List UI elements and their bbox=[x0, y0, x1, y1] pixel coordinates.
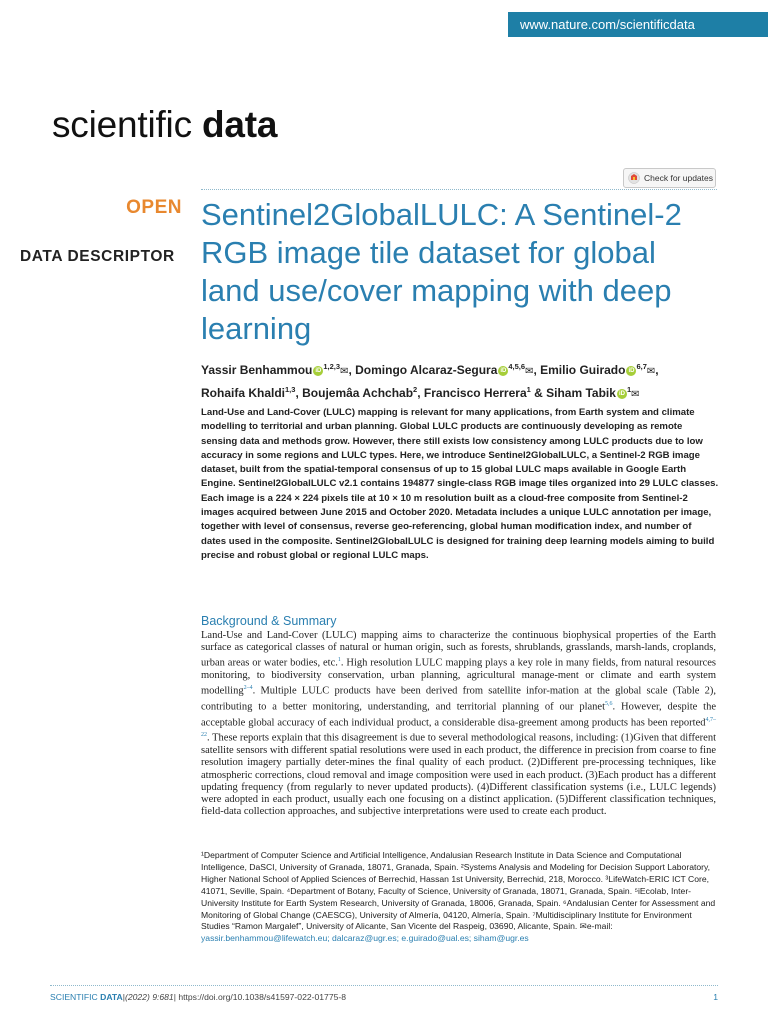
citation-ref[interactable]: 2–4 bbox=[243, 685, 253, 692]
footer-journal-light: SCIENTIFIC bbox=[50, 992, 101, 1002]
affiliations-text: ¹Department of Computer Science and Artificial Intelligence, Andalusian Research Institute in Data Science and Computational Intelligence, DaSCI, University of Granada, 18071, Granada, Spain. ²Systems Analysis and Modeling for Decision Support Laboratory, Higher National School of Applied Sciences of Berrechid, Hassan 1st University, Berrechid, 218, Morocco. ³LifeWatch-ERIC ICT Core, 41071, Seville, Spain. ⁴Department of Botany, Faculty of Science, University of Granada, 18071, Granada, Spain. ⁵iEcolab, Inter-University Institute for Earth System Research, University of Granada, 18006, Granada, Spain. ⁶Andalusian Center for Assessment and Monitoring of Global Change (CAESCG), University of Almería, 04120, Almería, Spain. ⁷Multidisciplinary Institute for Environment Studies “Ramon Margalef”, University of Alicante, San Vicente del Raspeig, 03690, Alicante, Spain. bbox=[201, 850, 716, 932]
journal-logo-light: scientific bbox=[52, 104, 202, 145]
email-links[interactable]: yassir.benhammou@lifewatch.eu; dalcaraz@ugr.es; e.guirado@ual.es; siham@ugr.es bbox=[201, 933, 529, 944]
body-text-run: . High resolution LULC mapping plays a key role in many fields, from natural resources monitoring, to biodiversity conservation, urban planning, agricultural manage-ment or climate and earth system modelling bbox=[201, 657, 717, 697]
email-icon: ✉ bbox=[579, 921, 587, 932]
body-text-run: . However, despite the acceptable global accuracy of each individual product, a considerable disa-greement among products has been reported bbox=[201, 701, 716, 729]
author-name[interactable]: Siham Tabik bbox=[546, 386, 616, 400]
author-name[interactable]: Yassir Benhammou bbox=[201, 363, 313, 377]
author-affiliation-sup: 4,5,6 bbox=[508, 362, 526, 371]
article-type-label: DATA DESCRIPTOR bbox=[20, 248, 175, 265]
mail-icon[interactable]: ✉ bbox=[340, 366, 349, 377]
citation-ref[interactable]: 5,6 bbox=[605, 701, 613, 708]
check-updates-icon bbox=[628, 172, 640, 184]
email-label: e-mail: bbox=[586, 921, 613, 932]
author-name[interactable]: Francisco Herrera bbox=[423, 386, 527, 400]
footer-journal-bold: DATA bbox=[100, 992, 123, 1002]
author-name[interactable]: Domingo Alcaraz-Segura bbox=[355, 363, 498, 377]
orcid-icon[interactable]: iD bbox=[500, 367, 507, 374]
author-affiliation-sup: 1,3 bbox=[285, 385, 296, 394]
footer-separator: | bbox=[122, 992, 125, 1002]
article-title: Sentinel2GlobalLULC: A Sentinel-2 RGB image tile dataset for global land use/cover mapping with deep learning bbox=[201, 197, 682, 346]
author-affiliation-sup: 6,7 bbox=[636, 362, 647, 371]
author-list bbox=[201, 358, 701, 404]
check-for-updates-button[interactable] bbox=[623, 168, 716, 188]
mail-icon[interactable]: ✉ bbox=[646, 366, 656, 377]
body-paragraph bbox=[201, 630, 716, 818]
abstract: Land-Use and Land-Cover (LULC) mapping is relevant for many applications, from Earth system and climate modelling to territorial and urban planning. Global LULC products are continuously developing as remote sensing data and methods grow. However, there still exists low consistency among LULC products due to low accuracy in some regions and LULC types. Here, we introduce Sentinel2GlobalLULC, a Sentinel-2 RGB image dataset, built from the spatial-temporal consensus of up to 15 global LULC maps available in Google Earth Engine. Sentinel2GlobalLULC v2.1 contains 194877 single-class RGB image tiles organized into 29 LULC classes. Each image is a 224 × 224 pixels tile at 10 × 10 m resolution built as a cloud-free composite from Sentinel-2 images acquired between June 2015 and October 2020. Metadata includes a unique LULC annotation per image, together with level of consensus, reverse geo-referencing, global human modification index, and number of dates used in the composite. Sentinel2GlobalLULC is designed for training deep learning models aiming to build precise and robust global or regional LULC maps. bbox=[201, 407, 719, 561]
author-separator: , bbox=[348, 363, 356, 377]
author-affiliation-sup: 2 bbox=[413, 385, 418, 394]
journal-logo-bold: data bbox=[201, 104, 278, 145]
author-name[interactable]: Emilio Guirado bbox=[540, 363, 626, 377]
author-affiliation-sup: 1 bbox=[626, 385, 632, 394]
affiliations-footnote bbox=[201, 850, 717, 945]
citation-ref[interactable]: 4,7–22 bbox=[201, 716, 716, 739]
mail-icon[interactable]: ✉ bbox=[525, 366, 534, 377]
orcid-icon[interactable]: iD bbox=[315, 367, 322, 374]
header-divider bbox=[201, 189, 717, 190]
body-text-run: . Multiple LULC products have been derived from satellite infor-mation at the global scale (Table 2), contributing to a better monitoring, understanding, and territorial planning of our planet bbox=[201, 685, 716, 713]
check-updates-label: Check for updates bbox=[644, 173, 713, 183]
citation-ref[interactable]: 1 bbox=[337, 657, 341, 664]
footer-doi[interactable]: | https://doi.org/10.1038/s41597-022-01775-8 bbox=[173, 992, 347, 1002]
author-separator: , bbox=[417, 386, 424, 400]
mail-icon[interactable]: ✉ bbox=[631, 389, 640, 400]
body-text-run: . These reports explain that this disagreement is due to several methodological reasons, including: (1)Given that different satellite sensors with different spatial resolutions were used in each product, the difference in precision from coarse to fine resolution imagery partially deter-mines the final quality of each product. (2)Different pre-processing techniques, like atmospheric corrections, cloud removal and image composition were used in each product. (3)Each product has a different updating frequency (from regularly to never updated products). (4)Different classification systems (i.e., LULC legends) were adopted in each product, usually each one focusing on a distinct application. (5)Different classification techniques, field-data collection approaches, and subjective interpretations were used to create each product. bbox=[201, 732, 716, 818]
author-separator: , bbox=[295, 386, 303, 400]
open-access-label: OPEN bbox=[126, 197, 182, 218]
section-heading-background: Background & Summary bbox=[201, 614, 337, 628]
author-affiliation-sup: 1,2,3 bbox=[323, 362, 341, 371]
footer-journal bbox=[50, 992, 123, 1002]
author-affiliation-sup: 1 bbox=[526, 385, 531, 394]
footer-citation: (2022) 9:681 bbox=[124, 992, 174, 1002]
author-separator: , bbox=[655, 363, 659, 377]
footer-divider bbox=[50, 985, 718, 986]
page-number: 1 bbox=[713, 992, 718, 1002]
author-name[interactable]: Rohaifa Khaldi bbox=[201, 386, 286, 400]
orcid-icon[interactable]: iD bbox=[618, 390, 625, 397]
journal-logo bbox=[52, 104, 277, 146]
site-url-link[interactable]: www.nature.com/scientificdata bbox=[520, 17, 695, 32]
author-separator: & bbox=[530, 386, 547, 400]
author-separator: , bbox=[533, 363, 541, 377]
author-name[interactable]: Boujemâa Achchab bbox=[302, 386, 414, 400]
orcid-icon[interactable]: iD bbox=[628, 367, 635, 374]
site-url-banner[interactable] bbox=[508, 12, 768, 37]
body-text-run: Land-Use and Land-Cover (LULC) mapping aims to characterize the continuous biophysical properties of the Earth surface as categorical classes of natural or human origin, such as forests, shrublands, grasslands, marsh-lands, croplands, urban areas or water bodies, etc. bbox=[201, 630, 716, 669]
page-footer bbox=[50, 992, 718, 1002]
